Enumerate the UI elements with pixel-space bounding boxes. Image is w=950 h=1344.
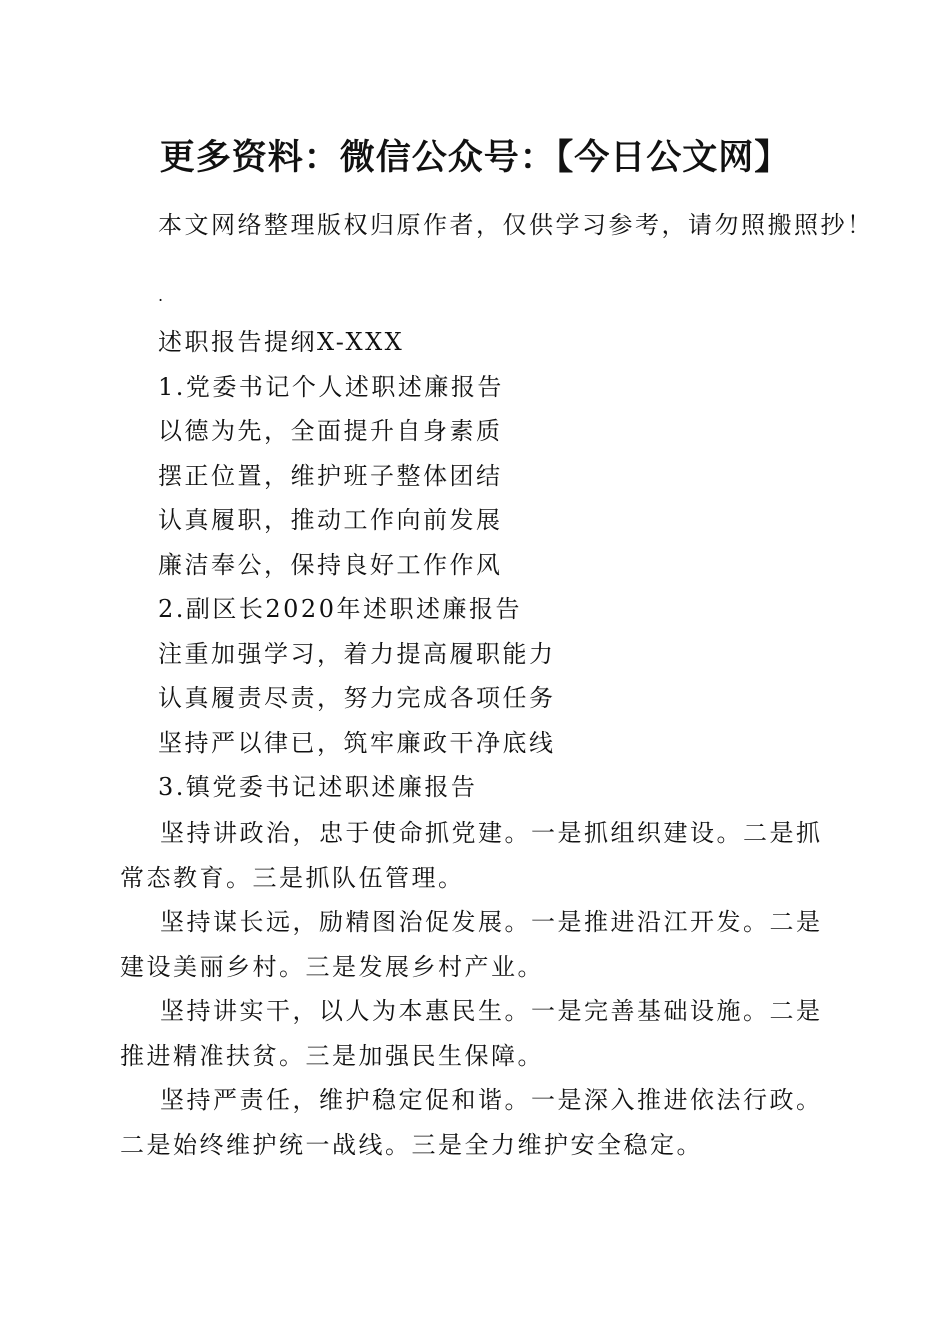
outline-item: 以德为先，全面提升自身素质 xyxy=(158,417,503,445)
outline-item: 1.党委书记个人述职述廉报告 xyxy=(158,373,504,401)
body-paragraph: 坚持严责任，维护稳定促和谐。一是深入推进依法行政。二是始终维护统一战线。三是全力维护安全稳定。 xyxy=(120,1086,823,1159)
outline-item: 坚持严以律已，筑牢廉政干净底线 xyxy=(158,729,556,757)
stray-dot: . xyxy=(158,286,164,305)
outline-item: 廉洁奉公，保持良好工作作风 xyxy=(158,551,503,579)
outline-item: 2.副区长2020年述职述廉报告 xyxy=(158,595,522,623)
outline-item: 注重加强学习，着力提高履职能力 xyxy=(158,640,556,668)
outline-item: 认真履职，推动工作向前发展 xyxy=(158,506,503,534)
outline-item: 认真履责尽责，努力完成各项任务 xyxy=(158,684,556,712)
body-paragraph: 坚持谋长远，励精图治促发展。一是推进沿江开发。二是建设美丽乡村。三是发展乡村产业。 xyxy=(120,908,823,981)
outline-item: 3.镇党委书记述职述廉报告 xyxy=(158,773,478,801)
copyright-notice: 本文网络整理版权归原作者，仅供学习参考，请勿照搬照抄！ xyxy=(158,211,874,239)
outline-item: 摆正位置，维护班子整体团结 xyxy=(158,462,503,490)
body-paragraph: 坚持讲实干，以人为本惠民生。一是完善基础设施。二是推进精准扶贫。三是加强民生保障。 xyxy=(120,997,823,1070)
page-title: 更多资料：微信公众号：【今日公文网】 xyxy=(159,138,791,178)
outline-heading: 述职报告提纲X-XXX xyxy=(158,328,405,356)
body-paragraph: 坚持讲政治，忠于使命抓党建。一是抓组织建设。二是抓常态教育。三是抓队伍管理。 xyxy=(120,819,823,892)
